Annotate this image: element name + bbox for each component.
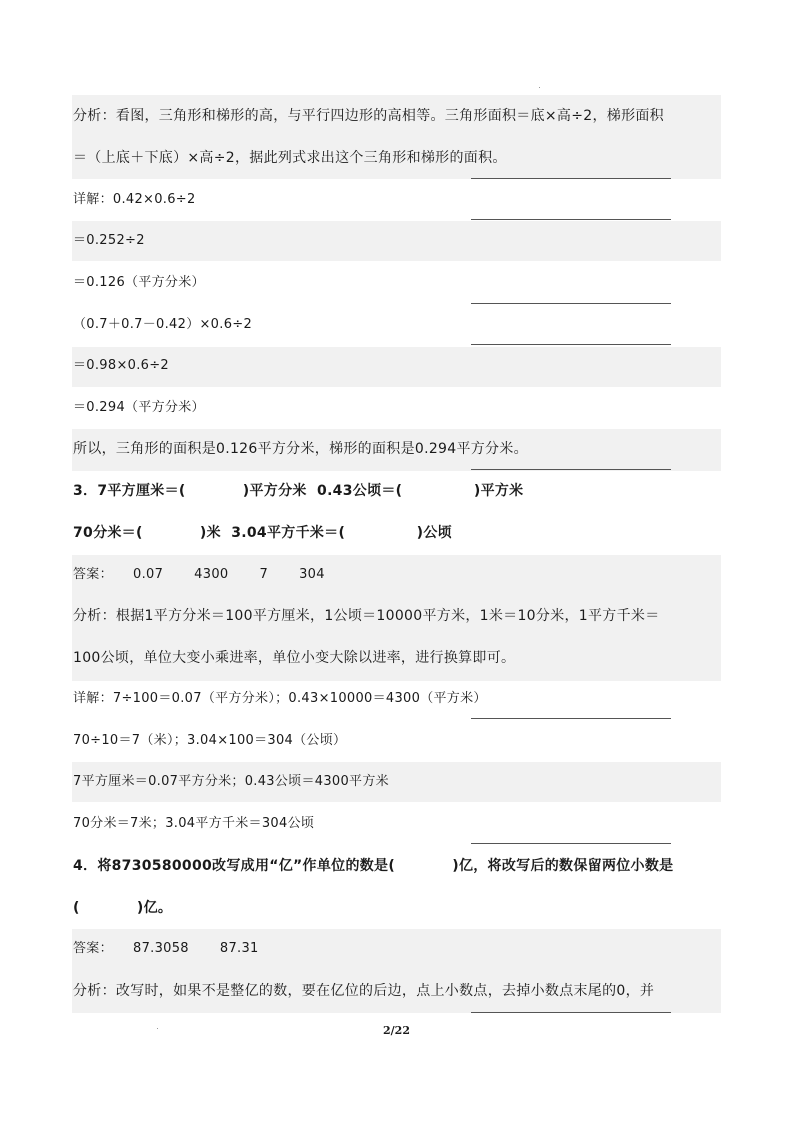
detail-line: ＝0.126（平方分米） [73, 275, 205, 290]
page-number: 2/22 [383, 1024, 410, 1037]
analysis-line: 分析：改写时，如果不是整亿的数，要在亿位的后边，点上小数点，去掉小数点末尾的0，并 [73, 983, 655, 999]
divider-rule [471, 219, 671, 220]
divider-rule [471, 178, 671, 179]
divider-rule [471, 469, 671, 470]
detail-line: ＝0.294（平方分米） [73, 400, 205, 415]
speck [539, 87, 540, 88]
analysis-line: 100公顷，单位大变小乘进率，单位小变大除以进率，进行换算即可。 [73, 650, 516, 666]
analysis-line: 分析：看图，三角形和梯形的高，与平行四边形的高相等。三角形面积＝底×高÷2，梯形面积 [73, 108, 664, 124]
question-4-line: 4．将8730580000改写成用“亿”作单位的数是( )亿，将改写后的数保留两位小数是 [73, 858, 674, 874]
question-3-line: 3．7平方厘米＝( )平方分米 0.43公顷＝( )平方米 [73, 483, 524, 499]
detail-line: 70分米＝7米；3.04平方千米＝304公顷 [73, 816, 315, 831]
answer-line: 答案： 0.07 4300 7 304 [73, 567, 325, 582]
detail-line: ＝0.98×0.6÷2 [73, 358, 169, 373]
analysis-line: ＝（上底＋下底）×高÷2，据此列式求出这个三角形和梯形的面积。 [73, 150, 507, 166]
divider-rule [471, 1012, 671, 1013]
divider-rule [471, 344, 671, 345]
question-3-line: 70分米＝( )米 3.04平方千米＝( )公顷 [73, 525, 452, 541]
divider-rule [471, 303, 671, 304]
divider-rule [471, 718, 671, 719]
detail-line: ＝0.252÷2 [73, 233, 145, 248]
detail-line: 7平方厘米＝0.07平方分米；0.43公顷＝4300平方米 [73, 774, 389, 789]
detail-line: 详解：7÷100＝0.07（平方分米）；0.43×10000＝4300（平方米） [73, 691, 487, 706]
analysis-line: 分析：根据1平方分米＝100平方厘米，1公顷＝10000平方米，1米＝10分米，1平方千米＝ [73, 608, 660, 624]
detail-line: 70÷10＝7（米）；3.04×100＝304（公顷） [73, 733, 347, 748]
detail-line: 详解：0.42×0.6÷2 [73, 192, 196, 207]
conclusion-line: 所以，三角形的面积是0.126平方分米，梯形的面积是0.294平方分米。 [73, 441, 528, 457]
answer-line: 答案： 87.3058 87.31 [73, 941, 259, 956]
divider-rule [471, 843, 671, 844]
detail-line: （0.7＋0.7－0.42）×0.6÷2 [73, 317, 253, 332]
question-4-line: ( )亿。 [73, 900, 173, 916]
